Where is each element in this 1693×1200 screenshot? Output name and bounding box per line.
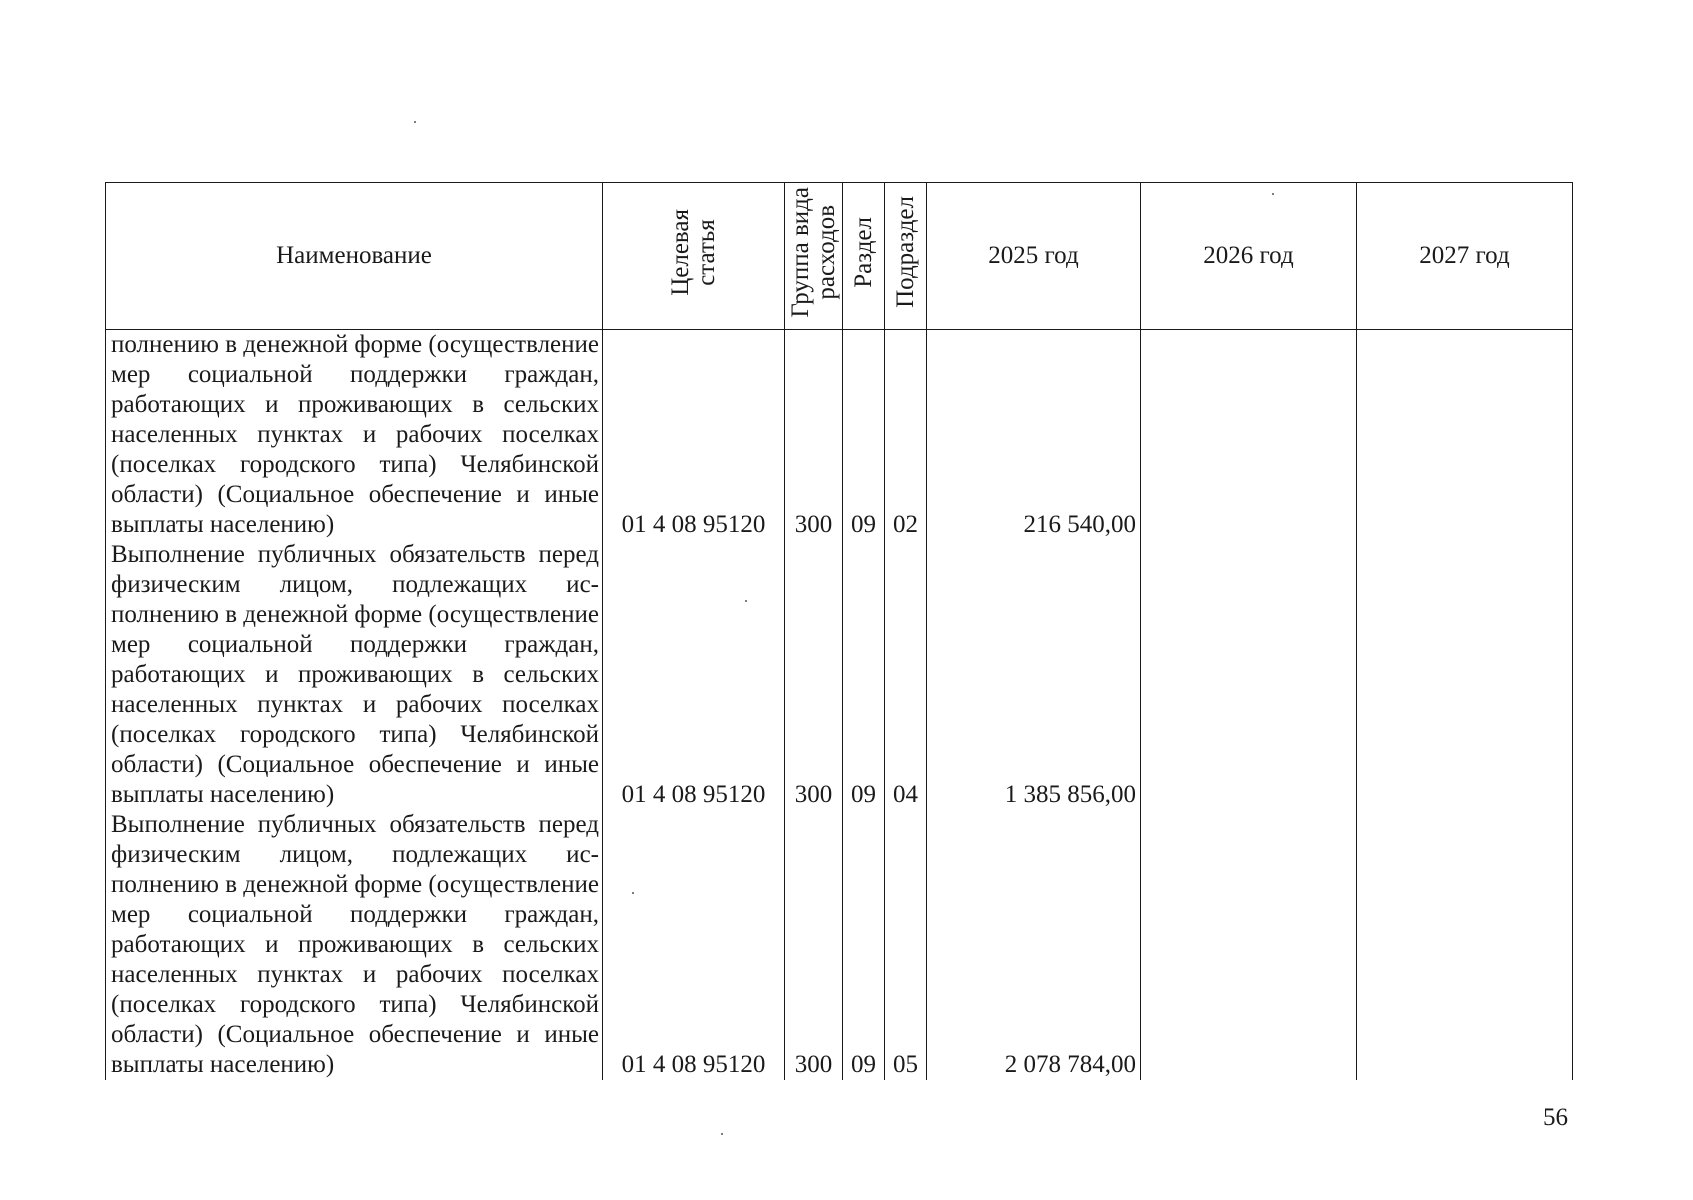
row-name: Выполнение публичных обязательств перед физическим лицом, подлежащих исполнению в денежной форме (осуществление мер социальной поддержки граждан, работающих и проживающих в сельских населенных пунктах и рабочих поселках (поселках городского типа) Челябинской области) (Социальное обеспечение и иные выплаты населению) (106, 810, 603, 1080)
scan-speck (1272, 193, 1274, 195)
header-2026: 2026 год (1141, 183, 1357, 330)
row-name: полнению в денежной форме (осуществление мер социальной поддержки граждан, работающих и проживающих в сельских населенных пунктах и рабочих поселках (поселках городского типа) Челябинской области) (Социальное обеспечение и иные выплаты населению) (106, 330, 603, 541)
row-2027 (1357, 540, 1573, 810)
header-target (603, 183, 785, 330)
row-subsection: 02 (885, 330, 927, 541)
row-2025: 216 540,00 (927, 330, 1141, 541)
table-row (106, 330, 1573, 541)
row-section: 09 (843, 330, 885, 541)
table-row (106, 810, 1573, 1080)
scan-speck (414, 121, 416, 123)
header-group (785, 183, 843, 330)
header-section-label: Раздел (849, 216, 877, 288)
header-target-label: Целевая статья (666, 208, 720, 296)
table-row (106, 540, 1573, 810)
row-subsection: 04 (885, 540, 927, 810)
row-2026 (1141, 540, 1357, 810)
header-group-label: Группа вида расходов (786, 186, 840, 318)
row-2026 (1141, 330, 1357, 541)
row-2026 (1141, 810, 1357, 1080)
row-target: 01 4 08 95120 (603, 810, 785, 1080)
row-group: 300 (785, 540, 843, 810)
row-2025: 2 078 784,00 (927, 810, 1141, 1080)
row-2027 (1357, 330, 1573, 541)
row-section: 09 (843, 810, 885, 1080)
header-section (843, 183, 885, 330)
header-subsection (885, 183, 927, 330)
row-2027 (1357, 810, 1573, 1080)
row-target: 01 4 08 95120 (603, 330, 785, 541)
header-name: Наименование (106, 183, 603, 330)
row-2025: 1 385 856,00 (927, 540, 1141, 810)
header-subsection-label: Подраздел (891, 196, 919, 308)
row-section: 09 (843, 540, 885, 810)
header-row (106, 183, 1573, 330)
row-group: 300 (785, 330, 843, 541)
header-2027: 2027 год (1357, 183, 1573, 330)
scan-speck (632, 892, 634, 894)
row-group: 300 (785, 810, 843, 1080)
row-name: Выполнение публичных обязательств перед физическим лицом, подлежащих исполнению в денежной форме (осуществление мер социальной поддержки граждан, работающих и проживающих в сельских населенных пунктах и рабочих поселках (поселках городского типа) Челябинской области) (Социальное обеспечение и иные выплаты населению) (106, 540, 603, 810)
scan-speck (721, 1133, 723, 1135)
scan-speck (745, 600, 747, 602)
row-subsection: 05 (885, 810, 927, 1080)
page-number: 56 (1543, 1104, 1568, 1131)
budget-table (105, 182, 1573, 1080)
row-target: 01 4 08 95120 (603, 540, 785, 810)
header-2025: 2025 год (927, 183, 1141, 330)
